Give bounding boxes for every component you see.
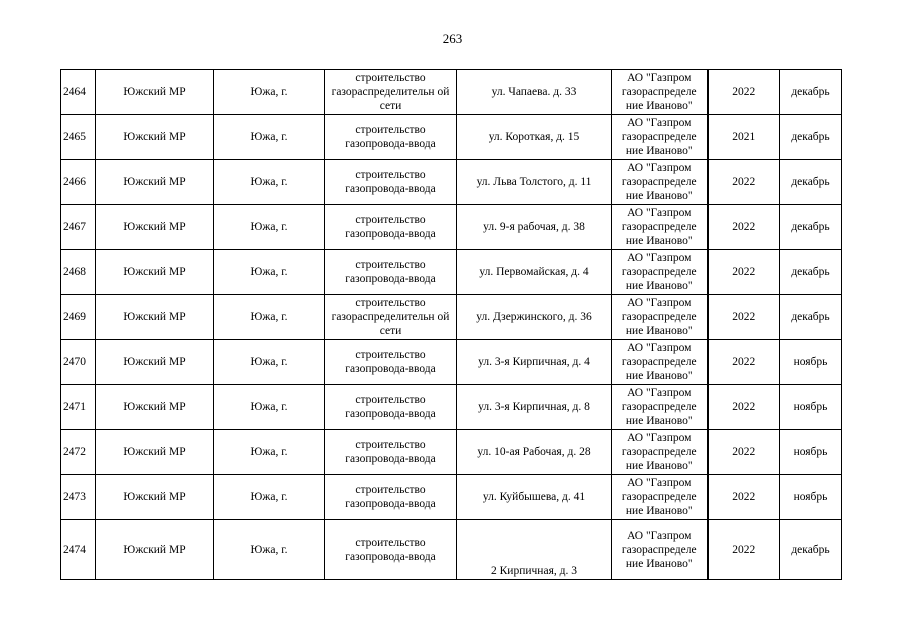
work-type-cell: строительство газопровода-ввода: [325, 115, 457, 160]
organization-cell: АО "Газпром газораспределе ние Иваново": [612, 430, 708, 475]
year-cell: 2022: [708, 70, 780, 115]
row-number: 2468: [61, 250, 96, 295]
year-cell: 2021: [708, 115, 780, 160]
work-type-cell: строительство газопровода-ввода: [325, 250, 457, 295]
address-cell: ул. Чапаева. д. 33: [457, 70, 612, 115]
month-cell: ноябрь: [780, 430, 842, 475]
year-cell: 2022: [708, 430, 780, 475]
table-row: [61, 340, 842, 385]
month-cell: ноябрь: [780, 475, 842, 520]
work-type-cell: строительство газораспределительн ой сети: [325, 295, 457, 340]
table-row: [61, 160, 842, 205]
organization-cell: АО "Газпром газораспределе ние Иваново": [612, 385, 708, 430]
month-cell: ноябрь: [780, 385, 842, 430]
address-cell: ул. 9-я рабочая, д. 38: [457, 205, 612, 250]
address-cell: ул. Льва Толстого, д. 11: [457, 160, 612, 205]
district-cell: Южский МР: [96, 520, 214, 580]
year-cell: 2022: [708, 475, 780, 520]
city-cell: Южа, г.: [214, 160, 325, 205]
organization-cell: АО "Газпром газораспределе ние Иваново": [612, 205, 708, 250]
city-cell: Южа, г.: [214, 295, 325, 340]
organization-cell: АО "Газпром газораспределе ние Иваново": [612, 250, 708, 295]
row-number: 2474: [61, 520, 96, 580]
month-cell: декабрь: [780, 70, 842, 115]
city-cell: Южа, г.: [214, 475, 325, 520]
month-cell: ноябрь: [780, 340, 842, 385]
organization-cell: АО "Газпром газораспределе ние Иваново": [612, 295, 708, 340]
row-number: 2466: [61, 160, 96, 205]
city-cell: Южа, г.: [214, 385, 325, 430]
district-cell: Южский МР: [96, 340, 214, 385]
table-row: [61, 295, 842, 340]
month-cell: декабрь: [780, 295, 842, 340]
year-cell: 2022: [708, 160, 780, 205]
city-cell: Южа, г.: [214, 430, 325, 475]
row-number: 2470: [61, 340, 96, 385]
table-row: [61, 430, 842, 475]
address-cell: ул. Куйбышева, д. 41: [457, 475, 612, 520]
work-type-cell: строительство газораспределительн ой сети: [325, 70, 457, 115]
year-cell: 2022: [708, 340, 780, 385]
month-cell: декабрь: [780, 115, 842, 160]
year-cell: 2022: [708, 205, 780, 250]
district-cell: Южский МР: [96, 475, 214, 520]
address-cell: ул. Короткая, д. 15: [457, 115, 612, 160]
work-type-cell: строительство газопровода-ввода: [325, 430, 457, 475]
row-number: 2471: [61, 385, 96, 430]
year-cell: 2022: [708, 295, 780, 340]
district-cell: Южский МР: [96, 205, 214, 250]
city-cell: Южа, г.: [214, 340, 325, 385]
work-type-cell: строительство газопровода-ввода: [325, 205, 457, 250]
address-cell: 2 Кирпичная, д. 3: [457, 520, 612, 580]
organization-cell: АО "Газпром газораспределе ние Иваново": [612, 340, 708, 385]
table-row: [61, 385, 842, 430]
district-cell: Южский МР: [96, 115, 214, 160]
page-number: 263: [442, 31, 463, 46]
month-cell: декабрь: [780, 160, 842, 205]
district-cell: Южский МР: [96, 385, 214, 430]
row-number: 2469: [61, 295, 96, 340]
row-number: 2467: [61, 205, 96, 250]
row-number: 2464: [61, 70, 96, 115]
city-cell: Южа, г.: [214, 115, 325, 160]
year-cell: 2022: [708, 520, 780, 580]
work-type-cell: строительство газопровода-ввода: [325, 475, 457, 520]
row-number: 2473: [61, 475, 96, 520]
address-cell: ул. 3-я Кирпичная, д. 4: [457, 340, 612, 385]
organization-cell: АО "Газпром газораспределе ние Иваново": [612, 115, 708, 160]
year-cell: 2022: [708, 250, 780, 295]
work-type-cell: строительство газопровода-ввода: [325, 160, 457, 205]
city-cell: Южа, г.: [214, 205, 325, 250]
month-cell: декабрь: [780, 250, 842, 295]
table-row: [61, 250, 842, 295]
district-cell: Южский МР: [96, 250, 214, 295]
work-type-cell: строительство газопровода-ввода: [325, 340, 457, 385]
month-cell: декабрь: [780, 520, 842, 580]
work-type-cell: строительство газопровода-ввода: [325, 520, 457, 580]
address-cell: ул. 10-ая Рабочая, д. 28: [457, 430, 612, 475]
table-row: [61, 475, 842, 520]
table-row: [61, 70, 842, 115]
city-cell: Южа, г.: [214, 520, 325, 580]
year-cell: 2022: [708, 385, 780, 430]
city-cell: Южа, г.: [214, 70, 325, 115]
month-cell: декабрь: [780, 205, 842, 250]
city-cell: Южа, г.: [214, 250, 325, 295]
organization-cell: АО "Газпром газораспределе ние Иваново": [612, 520, 708, 580]
address-cell: ул. Дзержинского, д. 36: [457, 295, 612, 340]
table-row: [61, 205, 842, 250]
table-row: [61, 115, 842, 160]
address-cell: ул. 3-я Кирпичная, д. 8: [457, 385, 612, 430]
district-cell: Южский МР: [96, 295, 214, 340]
district-cell: Южский МР: [96, 430, 214, 475]
organization-cell: АО "Газпром газораспределе ние Иваново": [612, 70, 708, 115]
district-cell: Южский МР: [96, 160, 214, 205]
row-number: 2472: [61, 430, 96, 475]
address-cell: ул. Первомайская, д. 4: [457, 250, 612, 295]
organization-cell: АО "Газпром газораспределе ние Иваново": [612, 160, 708, 205]
table-row: [61, 520, 842, 580]
district-cell: Южский МР: [96, 70, 214, 115]
work-type-cell: строительство газопровода-ввода: [325, 385, 457, 430]
gasification-table: [60, 69, 842, 580]
organization-cell: АО "Газпром газораспределе ние Иваново": [612, 475, 708, 520]
row-number: 2465: [61, 115, 96, 160]
